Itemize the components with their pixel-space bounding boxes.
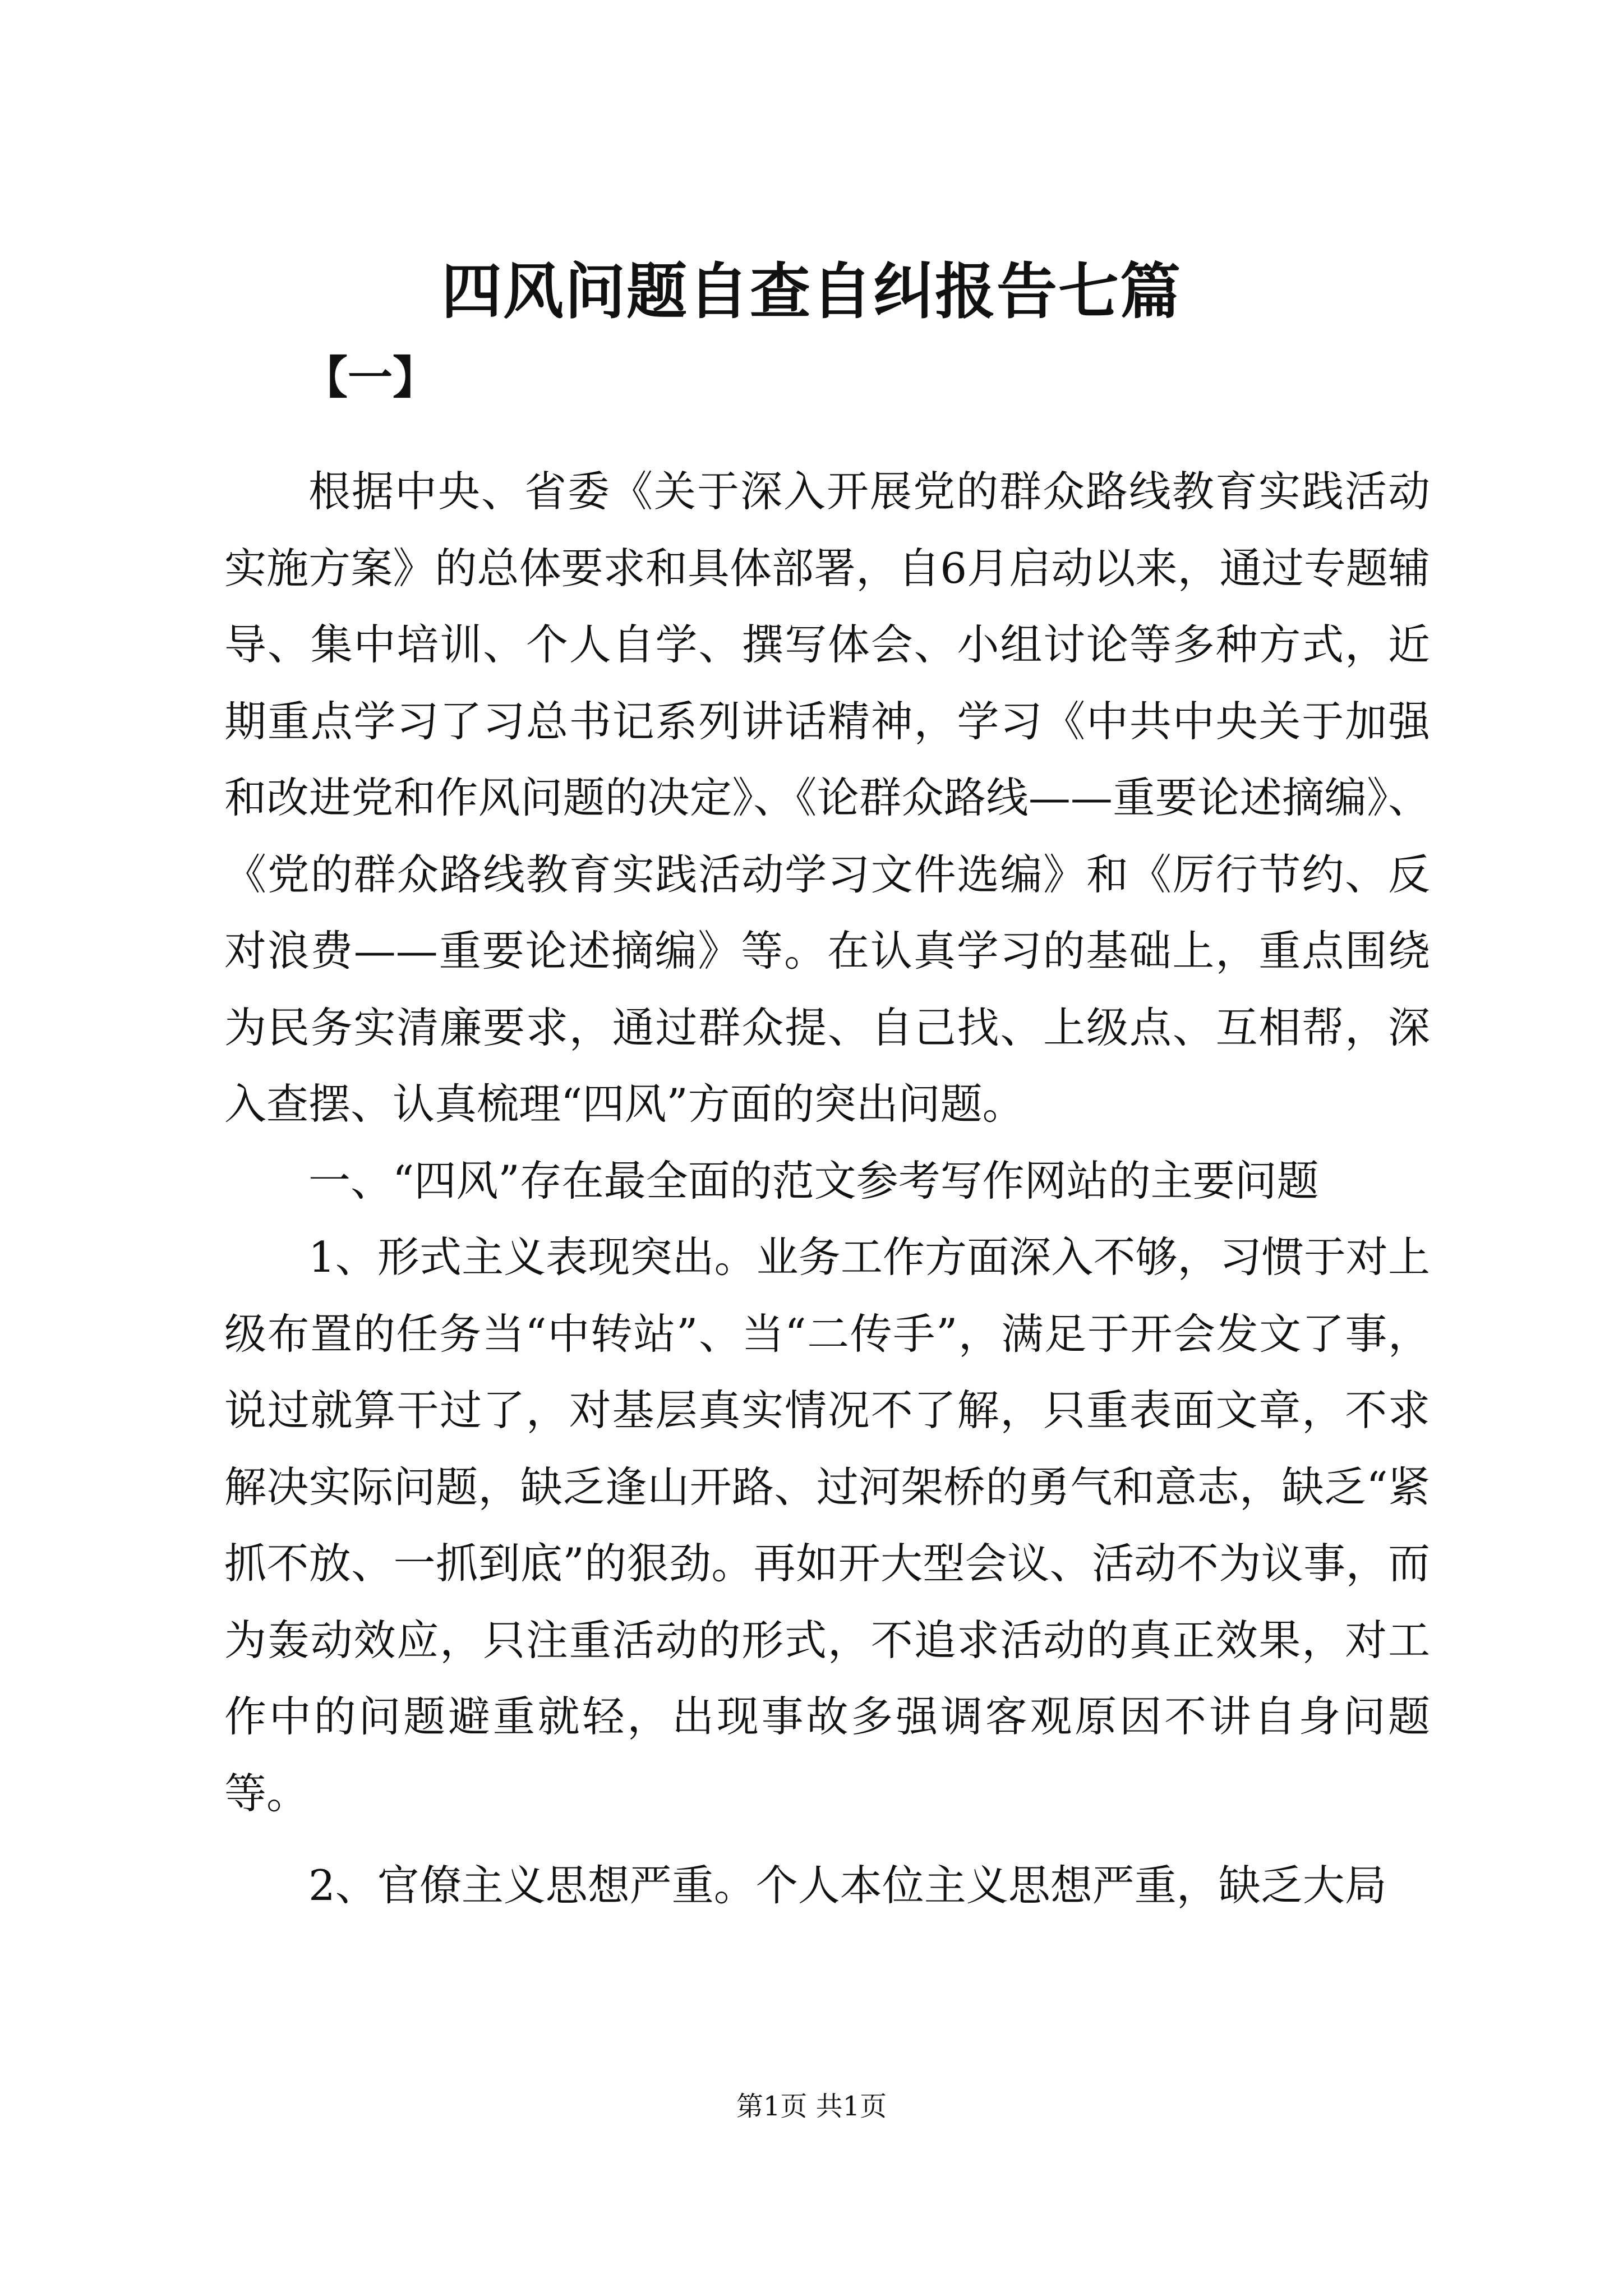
paragraph: 1、形式主义表现突出。业务工作方面深入不够，习惯于对上级布置的任务当“中转站”、当“二传手”，满足于开会发文了事，说过就算干过了，对基层真实情况不了解，只重表面文章，不求解决实际问题，缺乏逢山开路、过河架桥的勇气和意志，缺乏“紧抓不放、一抓到底”的狠劲。再如开大型会议、活动不为议事，而为轰动效应，只注重活动的形式，不追求活动的真正效果，对工作中的问题避重就轻，出现事故多强调客观原因不讲自身问题等。 bbox=[224, 1232, 1430, 1818]
document-body bbox=[224, 453, 1430, 1924]
paragraph: 2、官僚主义思想严重。个人本位主义思想严重，缺乏大局 bbox=[308, 1861, 1387, 1910]
page-footer: 第1页 共1页 bbox=[736, 2091, 887, 2122]
paragraph: 根据中央、省委《关于深入开展党的群众路线教育实践活动实施方案》的总体要求和具体部署，自6月启动以来，通过专题辅导、集中培训、个人自学、撰写体会、小组讨论等多种方式，近期重点学习了习总书记系列讲话精神，学习《中共中央关于加强和改进党和作风问题的决定》、《论群众路线——重要论述摘编》、《党的群众路线教育实践活动学习文件选编》和《厉行节约、反对浪费——重要论述摘编》等。在认真学习的基础上，重点围绕为民务实清廉要求，通过群众提、自己找、上级点、互相帮，深入查摆、认真梳理“四风”方面的突出问题。 bbox=[224, 467, 1430, 1129]
document-title: 四风问题自查自纠报告七篇 bbox=[441, 256, 1182, 327]
section-marker: 【一】 bbox=[303, 351, 437, 404]
paragraph: 一、“四风”存在最全面的范文参考写作网站的主要问题 bbox=[308, 1156, 1319, 1205]
